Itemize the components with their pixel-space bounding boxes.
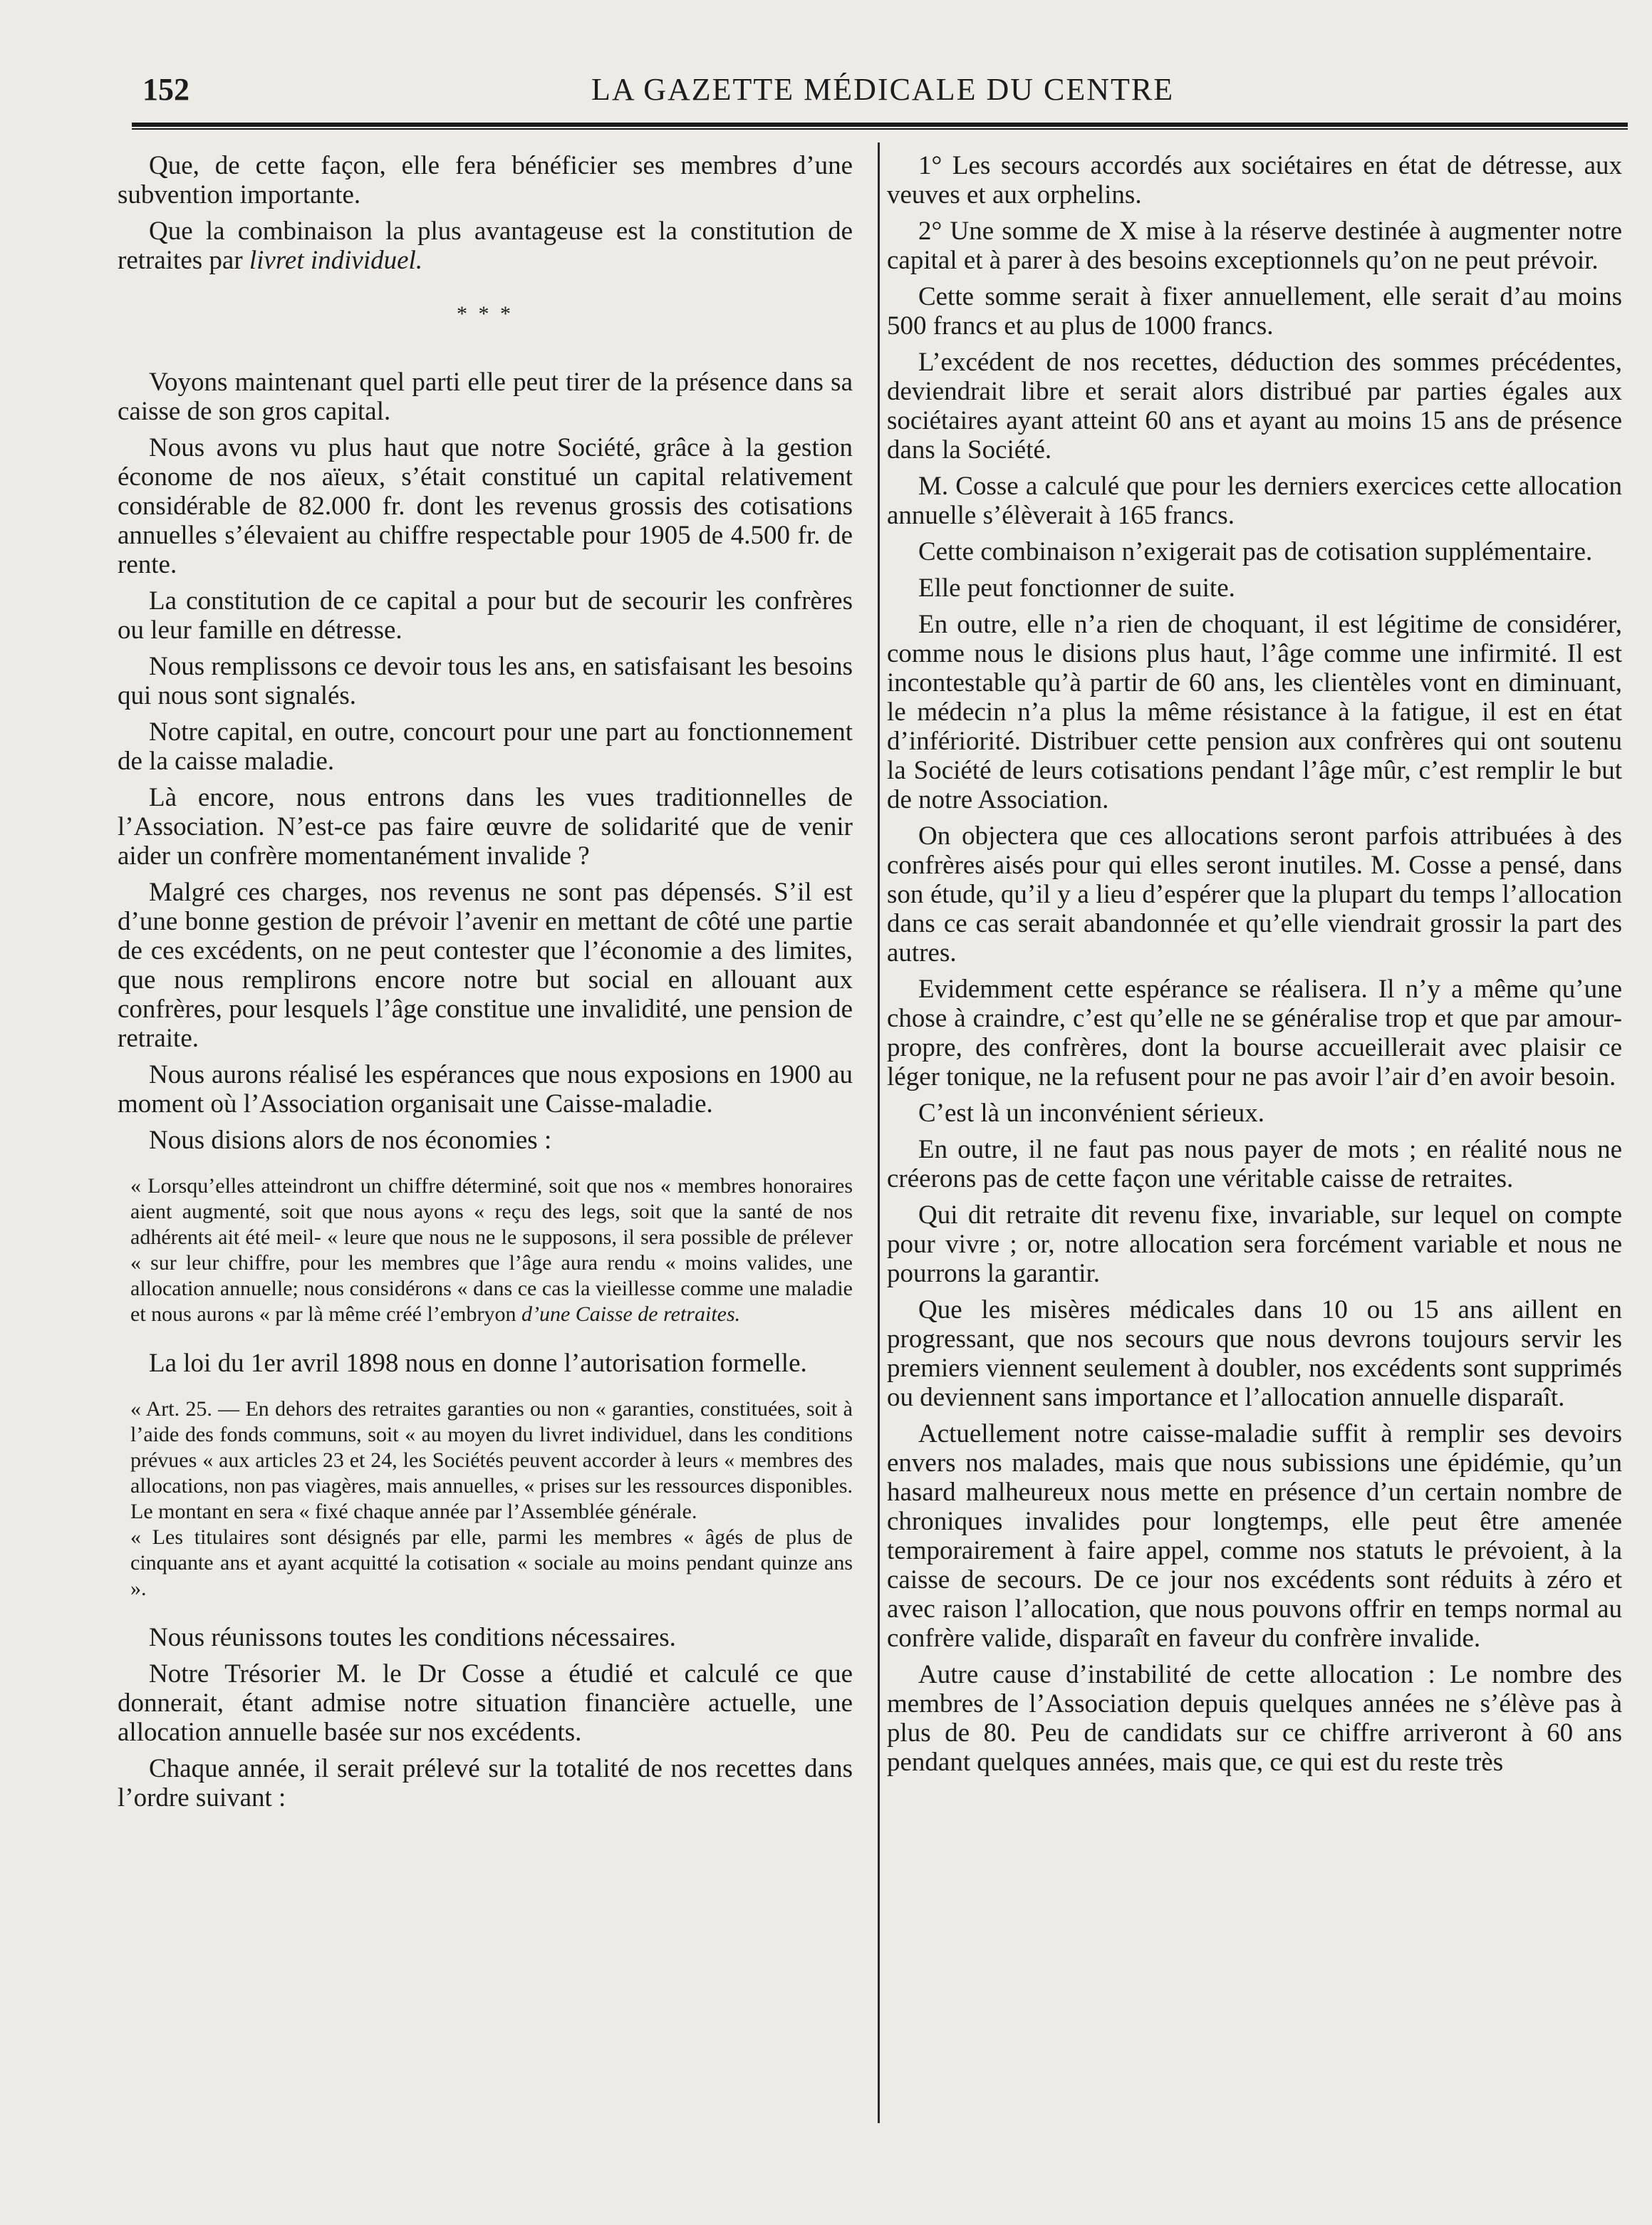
paragraph: On objectera que ces allocations seront parfois attribuées à des confrères aisés pour qui elles seront inutiles. M. Cosse a pensé, dans son étude, qu’il y a lieu d’espérer que la plupart du temps l’allocation dans ce cas serait abandonnée et qu’elle viendrait grossir la part des autres. xyxy=(887,821,1622,968)
right-column xyxy=(887,151,1622,1784)
paragraph: Notre capital, en outre, concourt pour une part au fonctionnement de la caisse maladie. xyxy=(118,717,853,776)
paragraph: Nous réunissons toutes les conditions nécessaires. xyxy=(149,1623,676,1652)
block-quote xyxy=(118,1173,853,1327)
left-column xyxy=(118,151,853,1820)
paragraph: Qui dit retraite dit revenu fixe, invariable, sur lequel on compte pour vivre ; or, notre allocation sera forcément variable et nous ne pourrons la garantir. xyxy=(887,1200,1622,1288)
paragraph: Cette combinaison n’exigerait pas de cotisation supplémentaire. xyxy=(918,537,1593,566)
paragraph: Nous aurons réalisé les espérances que nous exposions en 1900 au moment où l’Association organisait une Caisse-maladie. xyxy=(118,1060,853,1119)
paragraph: Nous disions alors de nos économies : xyxy=(149,1126,552,1155)
italic-text: livret individuel. xyxy=(249,246,423,275)
header-rule-thick xyxy=(132,123,1628,127)
paragraph: L’excédent de nos recettes, déduction des sommes précédentes, deviendrait libre et serait alors distribué par parties égales aux sociétaires ayant atteint 60 ans et ayant au moins 15 ans de présence dans la Société. xyxy=(887,348,1622,465)
paragraph: Chaque année, il serait prélevé sur la totalité de nos recettes dans l’ordre suivant : xyxy=(118,1754,853,1812)
page-header xyxy=(142,71,1617,114)
quote-text: « Les titulaires sont désignés par elle, parmi les membres « âgés de plus de cinquante ans et ayant acquitté la cotisation « sociale au moins pendant quinze ans ». xyxy=(130,1525,853,1600)
paragraph: Que, de cette façon, elle fera bénéficier ses membres d’une subvention importante. xyxy=(118,151,853,209)
paragraph: 2° Une somme de X mise à la réserve destinée à augmenter notre capital et à parer à des besoins exceptionnels qu’on ne peut prévoir. xyxy=(887,217,1622,275)
block-quote-law xyxy=(118,1396,853,1602)
paragraph: M. Cosse a calculé que pour les derniers exercices cette allocation annuelle s’élèverait à 165 francs. xyxy=(887,472,1622,530)
paragraph: C’est là un inconvénient sérieux. xyxy=(918,1099,1265,1128)
paragraph: La loi du 1er avril 1898 nous en donne l’autorisation formelle. xyxy=(149,1349,807,1378)
paragraph: En outre, il ne faut pas nous payer de mots ; en réalité nous ne créerons pas de cette façon une véritable caisse de retraites. xyxy=(887,1135,1622,1193)
paragraph: Autre cause d’instabilité de cette allocation : Le nombre des membres de l’Association depuis quelques années ne s’élève pas à plus de 80. Peu de candidats sur ce chiffre arriveront à 60 ans pendant quelques années, mais que, ce qui est du reste très xyxy=(887,1660,1622,1777)
paragraph-text: Que la combinaison la plus avantageuse est la constitution de retraites par xyxy=(118,217,853,275)
paragraph: Nous avons vu plus haut que notre Société, grâce à la gestion économe de nos aïeux, s’était constitué un capital relativement considérable de 82.000 fr. dont les revenus grossis des cotisations annuelles s’élevaient au chiffre respectable pour 1905 de 4.500 fr. de rente. xyxy=(118,433,853,579)
column-divider xyxy=(878,142,880,2123)
paragraph: Malgré ces charges, nos revenus ne sont pas dépensés. S’il est d’une bonne gestion de prévoir l’avenir en mettant de côté une partie de ces excédents, on ne peut contester que l’économie a des limites, que nous remplirons encore notre but social en allouant aux confrères, pour lesquels l’âge constitue une invalidité, une pension de retraite. xyxy=(118,878,853,1053)
paragraph: Voyons maintenant quel parti elle peut tirer de la présence dans sa caisse de son gros capital. xyxy=(118,368,853,426)
paragraph: La constitution de ce capital a pour but de secourir les confrères ou leur famille en détresse. xyxy=(118,586,853,645)
section-separator-asterisks: * * * xyxy=(457,302,514,326)
header-rule-thin xyxy=(132,128,1628,130)
page-number: 152 xyxy=(142,72,189,107)
paragraph: Que les misères médicales dans 10 ou 15 ans aillent en progressant, que nos secours que nous devrons toujours servir les premiers viennent seulement à doubler, nos excédents sont supprimés ou deviennent sans importance et l’allocation annuelle disparaît. xyxy=(887,1295,1622,1412)
quote-text: « Lorsqu’elles atteindront un chiffre déterminé, soit que nos « membres honoraires aient augmenté, soit que nous ayons « reçu des legs, soit que la santé de nos adhérents ait été meil- « leure que nous ne le supposons, il sera possible de prélever « sur leur chiffre, pour les membres que l’âge aura rendu « moins valides, une allocation annuelle; nous considérons « dans ce cas la vieillesse comme une maladie et nous aurons « par là même créé l’embryon xyxy=(130,1174,853,1326)
paragraph xyxy=(118,217,853,275)
paragraph: Là encore, nous entrons dans les vues traditionnelles de l’Association. N’est-ce pas faire œuvre de solidarité que de venir aider un confrère momentanément invalide ? xyxy=(118,783,853,871)
quote-text: « Art. 25. — En dehors des retraites garanties ou non « garanties, constituées, soit à l’aide des fonds communs, soit « au moyen du livret individuel, dans les conditions prévues « aux articles 23 et 24, les Sociétés peuvent accorder à leurs « membres des allocations, non pas viagères, mais annuelles, « prises sur les ressources disponibles. Le montant en sera « fixé chaque année par l’Assemblée générale. xyxy=(130,1397,853,1523)
italic-text: d’une Caisse de retraites. xyxy=(521,1302,741,1326)
paragraph: Elle peut fonctionner de suite. xyxy=(918,574,1235,603)
paragraph: Evidemment cette espérance se réalisera. Il n’y a même qu’une chose à craindre, c’est qu’elle ne se généralise trop et que par amour-propre, des confrères, dont la bourse accueillerait avec plaisir ce léger tonique, ne la refusent pour ne pas avoir l’air d’en avoir besoin. xyxy=(887,975,1622,1091)
paragraph: Actuellement notre caisse-maladie suffit à remplir ses devoirs envers nos malades, mais que nous subissions une épidémie, qu’un hasard malheureux nous mette en présence d’un certain nombre de chroniques invalides pour longtemps, elle peut être amenée temporairement à faire appel, comme nos statuts le prévoient, à la caisse de secours. De ce jour nos excédents sont réduits à zéro et avec raison l’allocation, que nous pouvons offrir en temps normal au confrère valide, disparaît en faveur du confrère invalide. xyxy=(887,1419,1622,1653)
paragraph: Cette somme serait à fixer annuellement, elle serait d’au moins 500 francs et au plus de 1000 francs. xyxy=(887,282,1622,341)
journal-title: LA GAZETTE MÉDICALE DU CENTRE xyxy=(591,72,1175,107)
paragraph: Notre Trésorier M. le Dr Cosse a étudié et calculé ce que donnerait, étant admise notre situation financière actuelle, une allocation annuelle basée sur nos excédents. xyxy=(118,1659,853,1747)
paragraph: En outre, elle n’a rien de choquant, il est légitime de considérer, comme nous le disions plus haut, l’âge comme une infirmité. Il est incontestable qu’à partir de 60 ans, les clientèles vont en diminuant, le médecin n’a plus la même résistance à la fatigue, il est en état d’infériorité. Distribuer cette pension aux confrères qui ont soutenu la Société de leurs cotisations pendant l’âge mûr, c’est remplir le but de notre Association. xyxy=(887,610,1622,814)
paragraph: 1° Les secours accordés aux sociétaires en état de détresse, aux veuves et aux orphelins. xyxy=(887,151,1622,209)
paragraph: Nous remplissons ce devoir tous les ans, en satisfaisant les besoins qui nous sont signalés. xyxy=(118,652,853,710)
